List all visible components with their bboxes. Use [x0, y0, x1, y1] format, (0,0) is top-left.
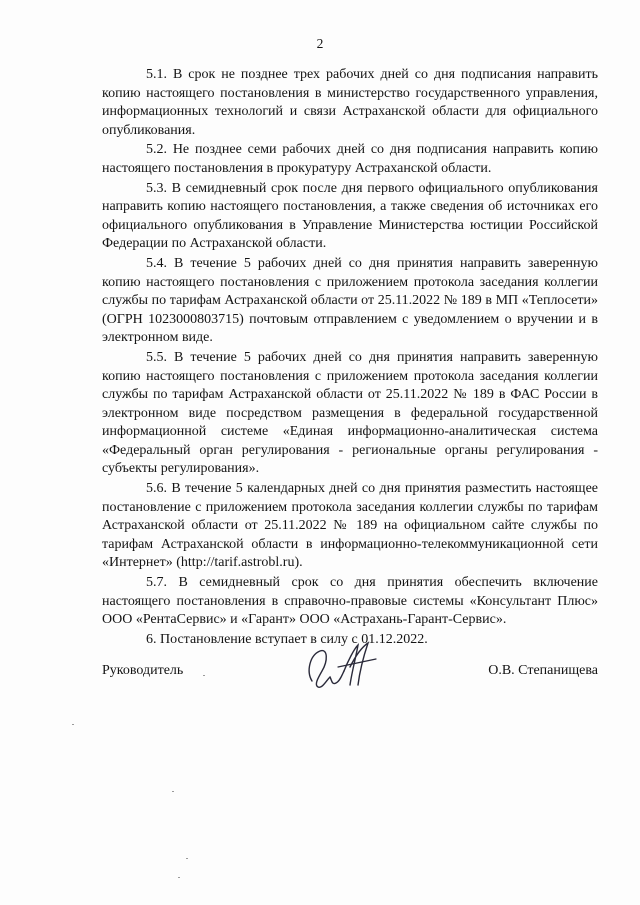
paragraph-6: 6. Постановление вступает в силу с 01.12.2022. — [146, 631, 428, 647]
paragraph-5-3: 5.3. В семидневный срок после дня первого официального опубликования направить копию настоящего постановления, а также сведения об источниках его официального опубликования в Управление Министерства юстиции Российской Федерации по Астраханской области. — [102, 180, 598, 252]
document-body — [102, 66, 598, 649]
paragraph-5-2: 5.2. Не позднее семи рабочих дней со дня подписания направить копию настоящего постановления в прокуратуру Астраханской области. — [102, 142, 598, 176]
paragraph-5-5: 5.5. В течение 5 рабочих дней со дня принятия направить заверенную копию настоящего постановления с приложением протокола заседания коллегии службы по тарифам Астраханской области от 25.11.2022 № 189 в ФАС России в электронном виде посредством размещения в федеральной государственной информационной системе «Единая информационно-аналитическая система «Федеральный орган регулирования - региональные органы регулирования - субъекты регулирования». — [102, 349, 598, 477]
signature-block — [102, 655, 598, 695]
paragraph-5-1: 5.1. В срок не позднее трех рабочих дней со дня подписания направить копию настоящего постановления в министерство государственного управления, информационных технологий и связи Астраханской области для официального опубликования. — [102, 67, 598, 138]
scan-speck — [186, 858, 188, 859]
scan-speck — [203, 675, 205, 676]
scan-speck — [178, 877, 180, 878]
signatory-name: О.В. Степанищева — [488, 663, 598, 678]
scan-speck — [72, 724, 74, 725]
paragraph-5-7: 5.7. В семидневный срок со дня принятия обеспечить включение настоящего постановления в справочно-правовые системы «Консультант Плюс» ООО «РентаСервис» и «Гарант» ООО «Астрахань-Гарант-Сервис». — [102, 575, 598, 628]
page-number: 2 — [316, 36, 324, 51]
handwritten-signature — [298, 641, 388, 699]
paragraph-5-6: 5.6. В течение 5 календарных дней со дня принятия разместить настоящее постановление с приложением протокола заседания коллегии службы по тарифам Астраханской области от 25.11.2022 № 189 на официальном сайте службы по тарифам Астраханской области в информационно-телекоммуникационной сети «Интернет» (http://tarif.astrobl.ru). — [102, 481, 598, 571]
signatory-title: Руководитель — [102, 663, 184, 678]
scan-speck — [172, 791, 174, 792]
paragraph-5-4: 5.4. В течение 5 рабочих дней со дня принятия направить заверенную копию настоящего постановления с приложением протокола заседания коллегии службы по тарифам Астраханской области от 25.11.2022 № 189 в МП «Теплосети» (ОГРН 1023000803715) почтовым отправлением с уведомлением о вручении и в электронном виде. — [102, 255, 598, 346]
